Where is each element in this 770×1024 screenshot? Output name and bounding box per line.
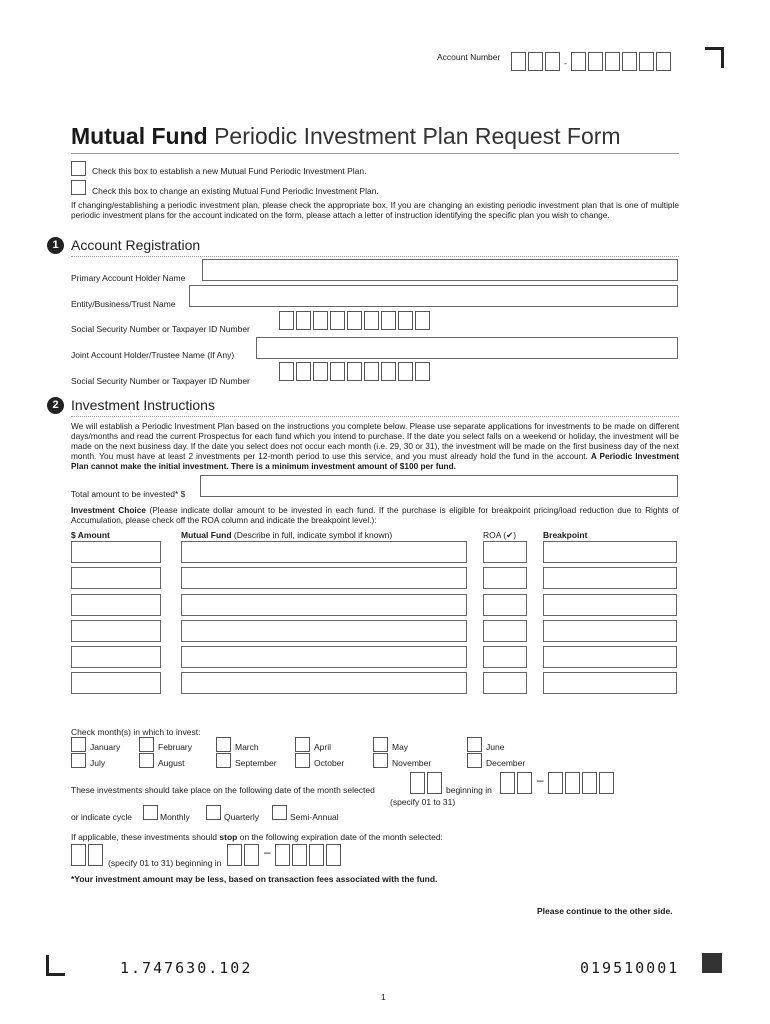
roa-input[interactable]: [483, 646, 527, 668]
breakpoint-input[interactable]: [543, 594, 677, 616]
section-1-number: 1: [47, 237, 64, 254]
month-label-november: November: [392, 758, 432, 768]
fund-input[interactable]: [181, 594, 467, 616]
stop-specify-label: (specify 01 to 31) beginning in: [108, 858, 222, 868]
ssn-input-2[interactable]: [279, 362, 432, 381]
cycle-monthly-checkbox[interactable]: [143, 805, 158, 820]
cycle-monthly-label: Monthly: [160, 812, 190, 822]
primary-holder-input[interactable]: [202, 259, 678, 281]
stop-month-input[interactable]: [227, 844, 261, 866]
amount-input[interactable]: [71, 620, 161, 642]
stop-year-input[interactable]: [275, 844, 343, 866]
month-label-september: September: [235, 758, 277, 768]
cycle-label: or indicate cycle: [71, 812, 132, 822]
amount-input[interactable]: [71, 672, 161, 694]
footnote: *Your investment amount may be less, based on transaction fees associated with the fund.: [71, 874, 438, 884]
beginning-month-input[interactable]: [500, 772, 534, 794]
ssn-label-1: Social Security Number or Taxpayer ID Number: [71, 324, 250, 334]
stop-day-input[interactable]: [71, 844, 105, 866]
month-checkbox-october[interactable]: [295, 753, 310, 768]
fund-input[interactable]: [181, 620, 467, 642]
change-plan-checkbox[interactable]: [71, 180, 86, 195]
month-label-april: April: [314, 742, 332, 752]
breakpoint-input[interactable]: [543, 620, 677, 642]
months-label: Check month(s) in which to invest:: [71, 727, 201, 737]
section-2-title: Investment Instructions: [71, 397, 215, 413]
primary-holder-label: Primary Account Holder Name: [71, 273, 186, 283]
beginning-dash: –: [537, 773, 544, 787]
account-number-label: Account Number: [437, 52, 501, 62]
day-label: These investments should take place on the following date of the month selected: [71, 785, 375, 795]
month-label-august: August: [158, 758, 185, 768]
breakpoint-input[interactable]: [543, 646, 677, 668]
amount-input[interactable]: [71, 646, 161, 668]
registration-mark-bottom-left: [46, 955, 65, 976]
month-label-march: March: [235, 742, 259, 752]
amount-input[interactable]: [71, 567, 161, 589]
col-amount-header: $ Amount: [71, 530, 110, 540]
roa-input[interactable]: [483, 567, 527, 589]
cycle-quarterly-label: Quarterly: [224, 812, 259, 822]
beginning-in-label: beginning in: [446, 785, 492, 795]
breakpoint-input[interactable]: [543, 541, 677, 563]
col-roa-header: ROA (✔): [483, 530, 517, 540]
roa-input[interactable]: [483, 620, 527, 642]
investment-paragraph: We will establish a Periodic Investment Plan based on the instructions you complete below. Please use separate applications for investments to be made on different days/months and read the current Prospectus for each fund which you intend to purchase. If the date you select falls on a weekend or holiday, the investment will be made on the next business day. If the date you select does not occur each month (i.e. 29, 30 or 31), the investment will be made on the first business day of the next month. You must have at least 2 investments per 12-month period to use this service, and you must already hold the fund in the account. A Periodic Investment Plan cannot make the initial investment. There is a minimum investment amount of $100 per fund.: [71, 421, 679, 471]
month-label-december: December: [486, 758, 526, 768]
form-code-left: 1.747630.102: [120, 959, 253, 977]
intro-instructions: If changing/establishing a periodic investment plan, please check the appropriate box. If you are changing an existing periodic investment plan that is one of multiple periodic investment plans for the account indicated on the form, please attach a letter of instruction identifying the specific plan you wish to change.: [71, 200, 679, 220]
title-divider: [71, 153, 679, 154]
entity-label: Entity/Business/Trust Name: [71, 299, 176, 309]
section-2-number: 2: [47, 397, 64, 414]
section-1-title: Account Registration: [71, 237, 201, 253]
month-checkbox-july[interactable]: [71, 753, 86, 768]
change-plan-label: Check this box to change an existing Mutual Fund Periodic Investment Plan.: [92, 186, 379, 196]
month-checkbox-december[interactable]: [467, 753, 482, 768]
fund-input[interactable]: [181, 646, 467, 668]
stop-dash: –: [264, 845, 271, 859]
registration-mark-top-right: [705, 47, 724, 68]
fund-input[interactable]: [181, 567, 467, 589]
account-number-separator: -: [564, 58, 567, 68]
month-checkbox-june[interactable]: [467, 737, 482, 752]
joint-holder-label: Joint Account Holder/Trustee Name (If Any): [71, 350, 235, 360]
amount-input[interactable]: [71, 594, 161, 616]
month-label-february: February: [158, 742, 193, 752]
col-breakpoint-header: Breakpoint: [543, 530, 588, 540]
cycle-semiannual-checkbox[interactable]: [272, 805, 287, 820]
investment-choice-text: Investment Choice (Please indicate dollar amount to be invested in each fund. If the purchase is eligible for breakpoint pricing/load reduction due to Rights of Accumulation, please check off the ROA column and indicate the breakpoint level.):: [71, 505, 679, 525]
continue-note: Please continue to the other side.: [537, 906, 673, 916]
form-code-right: 019510001: [580, 959, 680, 977]
roa-input[interactable]: [483, 594, 527, 616]
roa-input[interactable]: [483, 672, 527, 694]
month-label-october: October: [314, 758, 345, 768]
breakpoint-input[interactable]: [543, 672, 677, 694]
month-checkbox-may[interactable]: [373, 737, 388, 752]
month-checkbox-january[interactable]: [71, 737, 86, 752]
cycle-semiannual-label: Semi-Annual: [290, 812, 339, 822]
month-label-may: May: [392, 742, 409, 752]
fund-input[interactable]: [181, 672, 467, 694]
new-plan-checkbox[interactable]: [71, 161, 86, 176]
registration-mark-bottom-right: [702, 953, 722, 973]
month-label-june: June: [486, 742, 505, 752]
ssn-input-1[interactable]: [279, 311, 432, 330]
specify-day-hint: (specify 01 to 31): [390, 797, 456, 807]
cycle-quarterly-checkbox[interactable]: [206, 805, 221, 820]
month-checkbox-february[interactable]: [139, 737, 154, 752]
month-checkbox-august[interactable]: [139, 753, 154, 768]
total-amount-label: Total amount to be invested* $: [71, 489, 186, 499]
month-checkbox-april[interactable]: [295, 737, 310, 752]
month-checkbox-september[interactable]: [216, 753, 231, 768]
month-checkbox-november[interactable]: [373, 753, 388, 768]
roa-input[interactable]: [483, 541, 527, 563]
page-number: 1: [381, 992, 386, 1002]
month-label-july: July: [90, 758, 106, 768]
new-plan-label: Check this box to establish a new Mutual Fund Periodic Investment Plan.: [92, 166, 367, 176]
section-1-divider: [71, 256, 679, 257]
entity-input[interactable]: [189, 285, 678, 307]
account-number-field[interactable]: [511, 52, 562, 71]
breakpoint-input[interactable]: [543, 567, 677, 589]
month-checkbox-march[interactable]: [216, 737, 231, 752]
fund-input[interactable]: [181, 541, 467, 563]
total-amount-input[interactable]: [200, 475, 678, 497]
joint-holder-input[interactable]: [256, 337, 678, 359]
beginning-year-input[interactable]: [548, 772, 616, 794]
amount-input[interactable]: [71, 541, 161, 563]
col-fund-header: Mutual Fund (Describe in full, indicate symbol if known): [181, 530, 393, 540]
ssn-label-2: Social Security Number or Taxpayer ID Number: [71, 376, 250, 386]
month-label-january: January: [90, 742, 121, 752]
stop-label: If applicable, these investments should stop on the following expiration date of the month selected:: [71, 832, 443, 842]
account-number-field-suffix[interactable]: [571, 52, 673, 71]
page-title: Mutual Fund Periodic Investment Plan Request Form: [71, 123, 621, 149]
section-2-divider: [71, 416, 679, 417]
day-input[interactable]: [410, 772, 444, 794]
